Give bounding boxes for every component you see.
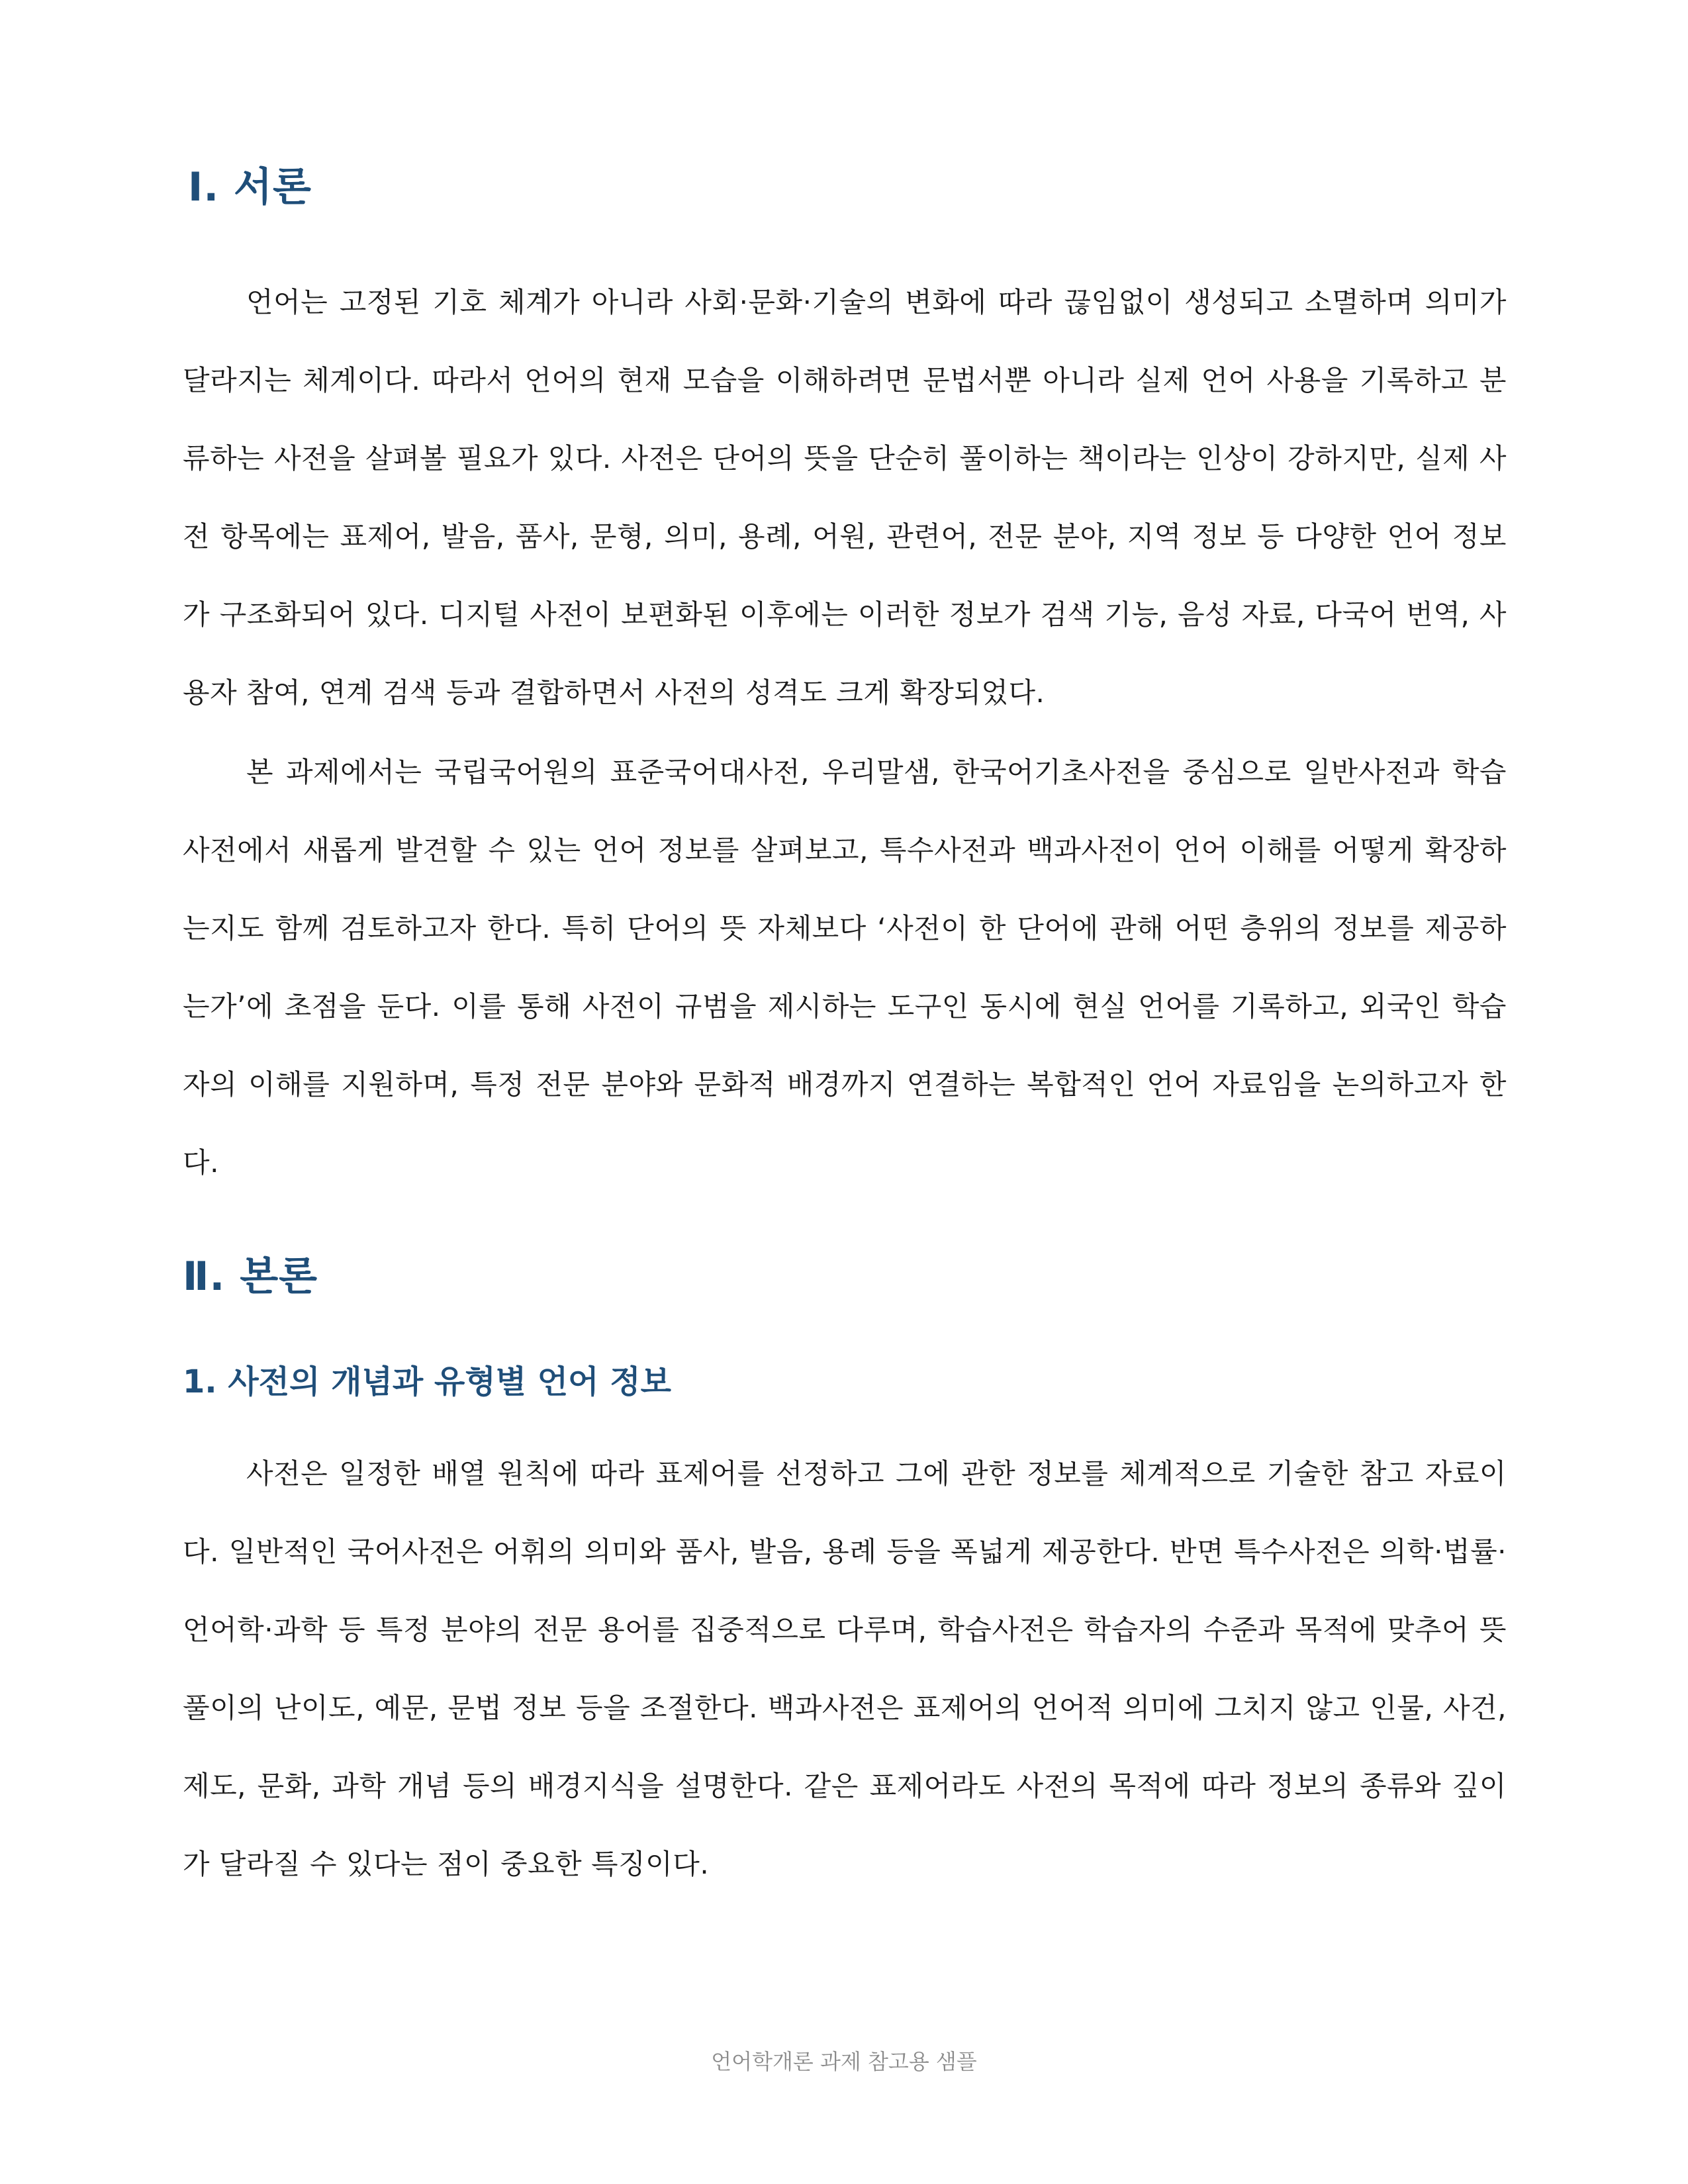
intro-paragraph-2: 본 과제에서는 국립국어원의 표준국어대사전, 우리말샘, 한국어기초사전을 중심으로 일반사전과 학습사전에서 새롭게 발견할 수 있는 언어 정보를 살펴보고, 특수사전과 백과사전이 언어 이해를 어떻게 확장하는지도 함께 검토하고자 한다. 특히 단어의 뜻 자체보다 ‘사전이 한 단어에 관해 어떤 층위의 정보를 제공하는가’에 초점을 둔다. 이를 통해 사전이 규범을 제시하는 도구인 동시에 현실 언어를 기록하고, 외국인 학습자의 이해를 지원하며, 특정 전문 분야와 문화적 배경까지 연결하는 복합적인 언어 자료임을 논의하고자 한다.	[183, 756, 1507, 1179]
intro-paragraph-1: 언어는 고정된 기호 체계가 아니라 사회·문화·기술의 변화에 따라 끊임없이 생성되고 소멸하며 의미가 달라지는 체계이다. 따라서 언어의 현재 모습을 이해하려면 문법서뿐 아니라 실제 언어 사용을 기록하고 분류하는 사전을 살펴볼 필요가 있다. 사전은 단어의 뜻을 단순히 풀이하는 책이라는 인상이 강하지만, 실제 사전 항목에는 표제어, 발음, 품사, 문형, 의미, 용례, 어원, 관련어, 전문 분야, 지역 정보 등 다양한 언어 정보가 구조화되어 있다. 디지털 사전이 보편화된 이후에는 이러한 정보가 검색 기능, 음성 자료, 다국어 번역, 사용자 참여, 연계 검색 등과 결합하면서 사전의 성격도 크게 확장되었다.	[183, 286, 1507, 709]
body-paragraph-1: 사전은 일정한 배열 원칙에 따라 표제어를 선정하고 그에 관한 정보를 체계적으로 기술한 참고 자료이다. 일반적인 국어사전은 어휘의 의미와 품사, 발음, 용례 등을 폭넓게 제공한다. 반면 특수사전은 의학·법률·언어학·과학 등 특정 분야의 전문 용어를 집중적으로 다루며, 학습사전은 학습자의 수준과 목적에 맞추어 뜻풀이의 난이도, 예문, 문법 정보 등을 조절한다. 백과사전은 표제어의 언어적 의미에 그치지 않고 인물, 사건, 제도, 문화, 과학 개념 등의 배경지식을 설명한다. 같은 표제어라도 사전의 목적에 따라 정보의 종류와 깊이가 달라질 수 있다는 점이 중요한 특징이다.	[183, 1457, 1507, 1880]
body-subheading-1: 1. 사전의 개념과 유형별 언어 정보	[183, 1363, 671, 1400]
intro-heading: Ⅰ. 서론	[188, 164, 312, 210]
page-footer: 언어학개론 과제 참고용 샘플	[711, 2049, 977, 2074]
document-body	[183, 151, 1507, 1903]
body-heading: Ⅱ. 본론	[183, 1253, 318, 1300]
